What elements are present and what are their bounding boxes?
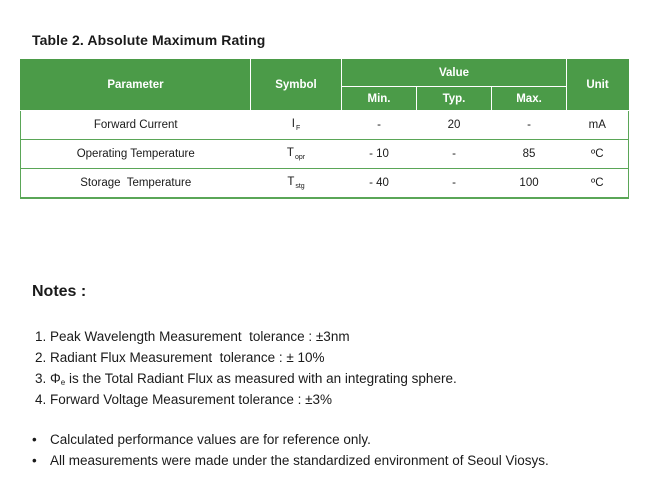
bullet-icon: • bbox=[32, 432, 37, 447]
header-min: Min. bbox=[342, 87, 417, 111]
cell-max: - bbox=[492, 111, 567, 140]
table-title: Table 2. Absolute Maximum Rating bbox=[32, 32, 266, 48]
cell-min: - bbox=[342, 111, 417, 140]
bullet-item: • Calculated performance values are for reference only. bbox=[32, 429, 549, 450]
bullet-list bbox=[32, 429, 549, 471]
note-item: 4. Forward Voltage Measurement tolerance : ±3% bbox=[35, 392, 333, 407]
cell-max: 85 bbox=[492, 140, 567, 169]
header-max: Max. bbox=[492, 87, 567, 111]
cell-unit: ºC bbox=[567, 140, 629, 169]
notes-list bbox=[35, 326, 457, 410]
absolute-maximum-rating-table bbox=[20, 59, 629, 199]
cell-symbol: $T_{opr}$ bbox=[251, 140, 342, 169]
header-symbol: Symbol bbox=[251, 60, 342, 111]
cell-min: - 10 bbox=[342, 140, 417, 169]
table-row bbox=[21, 111, 629, 140]
note-item: 2. Radiant Flux Measurement tolerance : ± 10% bbox=[35, 350, 325, 365]
table-row bbox=[21, 140, 629, 169]
cell-symbol: $T_{stg}$ bbox=[251, 169, 342, 199]
cell-parameter: Operating Temperature bbox=[21, 140, 251, 169]
note-item: 1. Peak Wavelength Measurement tolerance : ±3nm bbox=[35, 329, 350, 344]
cell-typ: 20 bbox=[417, 111, 492, 140]
bullet-item: • All measurements were made under the standardized environment of Seoul Viosys. bbox=[32, 450, 549, 471]
cell-parameter: Forward Current bbox=[21, 111, 251, 140]
cell-max: 100 bbox=[492, 169, 567, 199]
notes-title: Notes : bbox=[32, 283, 87, 300]
cell-unit: mA bbox=[567, 111, 629, 140]
cell-typ: - bbox=[417, 140, 492, 169]
header-typ: Typ. bbox=[417, 87, 492, 111]
bullet-icon: • bbox=[32, 453, 37, 468]
cell-symbol: $I_F$ bbox=[251, 111, 342, 140]
note-item: 3. $\Phi_e$ is the Total Radiant Flux as measured with an integrating sphere. bbox=[35, 371, 457, 387]
cell-parameter: Storage Temperature bbox=[21, 169, 251, 199]
header-unit: Unit bbox=[567, 60, 629, 111]
header-parameter: Parameter bbox=[21, 60, 251, 111]
cell-min: - 40 bbox=[342, 169, 417, 199]
header-value: Value bbox=[342, 60, 567, 87]
table-row bbox=[21, 169, 629, 199]
cell-typ: - bbox=[417, 169, 492, 199]
cell-unit: ºC bbox=[567, 169, 629, 199]
